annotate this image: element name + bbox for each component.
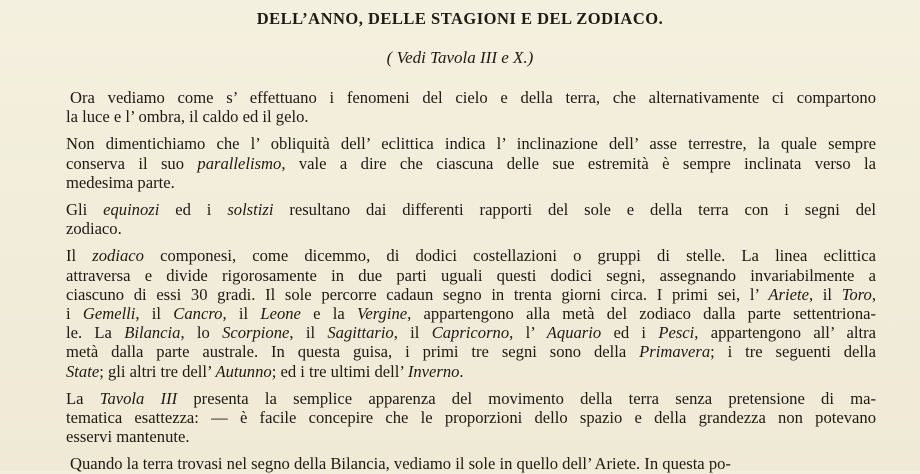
italic-term: Toro [841,284,872,304]
text-run: , l’ [509,323,547,343]
text-run: Quando la terra trovasi nel segno della Bilancia, vediamo il sole in quello dell’ Ariete. In questa po- [70,454,731,474]
text-run: conserva il suo [66,153,198,173]
text-run: , appartengono all’ altra [694,323,876,343]
text-run: e la [300,304,358,324]
text-run: , lo [180,323,223,343]
italic-term: Leone [260,304,301,324]
text-run: ciascuno di essi 30 gradi. Il sole percorre cadaun segno in trenta giorni circa. I primi sei, l’ [66,284,769,304]
italic-term: Tavola III [99,388,178,408]
text-line [66,389,876,408]
text-run: metà dalla parte australe. In questa guisa, i primi tre segni sono della [66,342,640,362]
text-line [66,266,876,285]
italic-term: Aquario [546,323,602,343]
text-run: la luce e l’ ombra, il caldo ed il gelo. [66,107,309,127]
text-line [66,173,876,192]
text-line [66,246,876,265]
italic-term: Primavera [639,342,711,362]
text-run: esservi mantenute. [66,427,190,447]
text-run: Non dimentichiamo che l’ obliquità dell’ eclittica indica l’ inclinazione dell’ asse terrestre, la quale sempre [66,134,876,154]
text-line [66,107,876,126]
text-run: ed i [159,200,228,220]
italic-term: Gemelli [82,304,136,324]
italic-term: equinozi [103,200,160,220]
text-run: attraversa e divide rigorosamente in due parti uguali questi dodici segni, assegnando invariabilmente a [66,265,876,285]
text-line [66,342,876,361]
text-run: ; ed i tre ultimi dell’ [271,361,408,381]
text-run: , il [135,304,174,324]
text-run: resultano dai differenti rapporti del sole e della terra con i segni del [273,200,877,220]
text-run: medesima parte. [66,172,175,192]
italic-term: solstizi [227,200,274,220]
text-run: i [66,304,83,324]
text-line [66,304,876,323]
text-run: , vale a dire che ciascuna delle sue estremità è sempre inclinata verso la [281,153,877,173]
text-run: La [66,388,100,408]
text-run: le. La [66,323,125,343]
text-run: componesi, come dicemmo, di dodici costellazioni o gruppi di stelle. La linea eclittica [143,246,876,266]
text-line [66,219,876,238]
text-run: ed i [601,323,659,343]
italic-term: State [66,361,100,381]
text-run: presenta la semplice apparenza del movimento della terra senza pretensione di ma- [177,388,876,408]
italic-term: Pesci [658,323,695,343]
text-line [66,323,876,342]
text-run: . [459,361,464,381]
italic-term: Vergine [357,304,408,324]
text-run: , appartengono alla metà del zodiaco dalla parte settentriona- [407,304,877,324]
text-run: ; i tre seguenti della [710,342,876,362]
text-run: Gli [66,200,104,220]
text-run: tematica esattezza: — è facile concepire che le proporzioni dello spazio e della grandezza non potevano [66,408,876,428]
italic-term: Capricorno [431,323,510,343]
text-line [66,88,876,107]
text-line [66,408,876,427]
italic-term: Scorpione [222,323,290,343]
italic-term: Sagittario [327,323,394,343]
text-run: , [871,284,876,304]
body-text [66,88,876,474]
italic-term: Ariete [768,284,809,304]
text-line [66,154,876,173]
page-title: DELL’ANNO, DELLE STAGIONI E DEL ZODIACO. [256,9,664,28]
text-run: Il [66,246,93,266]
page-subtitle: ( Vedi Tavola III e X.) [386,48,534,67]
text-run: Ora vediamo come s’ effettuano i fenomeni del cielo e della terra, che alternativamente ci compartono [70,88,876,107]
text-line [66,200,876,219]
text-run: ; gli altri tre dell’ [99,361,216,381]
text-line [66,362,876,381]
text-line [66,285,876,304]
italic-term: Bilancia [124,323,181,343]
text-run: , il [222,304,261,324]
italic-term: parallelismo [197,153,282,173]
text-run: , il [289,323,328,343]
italic-term: zodiaco [92,246,144,266]
italic-term: Cancro [173,304,223,324]
text-run: , il [808,284,842,304]
text-line [66,134,876,153]
italic-term: Inverno [407,361,460,381]
text-line [66,427,876,446]
text-run: , il [393,323,432,343]
italic-term: Autunno [215,361,272,381]
text-run: zodiaco. [66,219,122,239]
